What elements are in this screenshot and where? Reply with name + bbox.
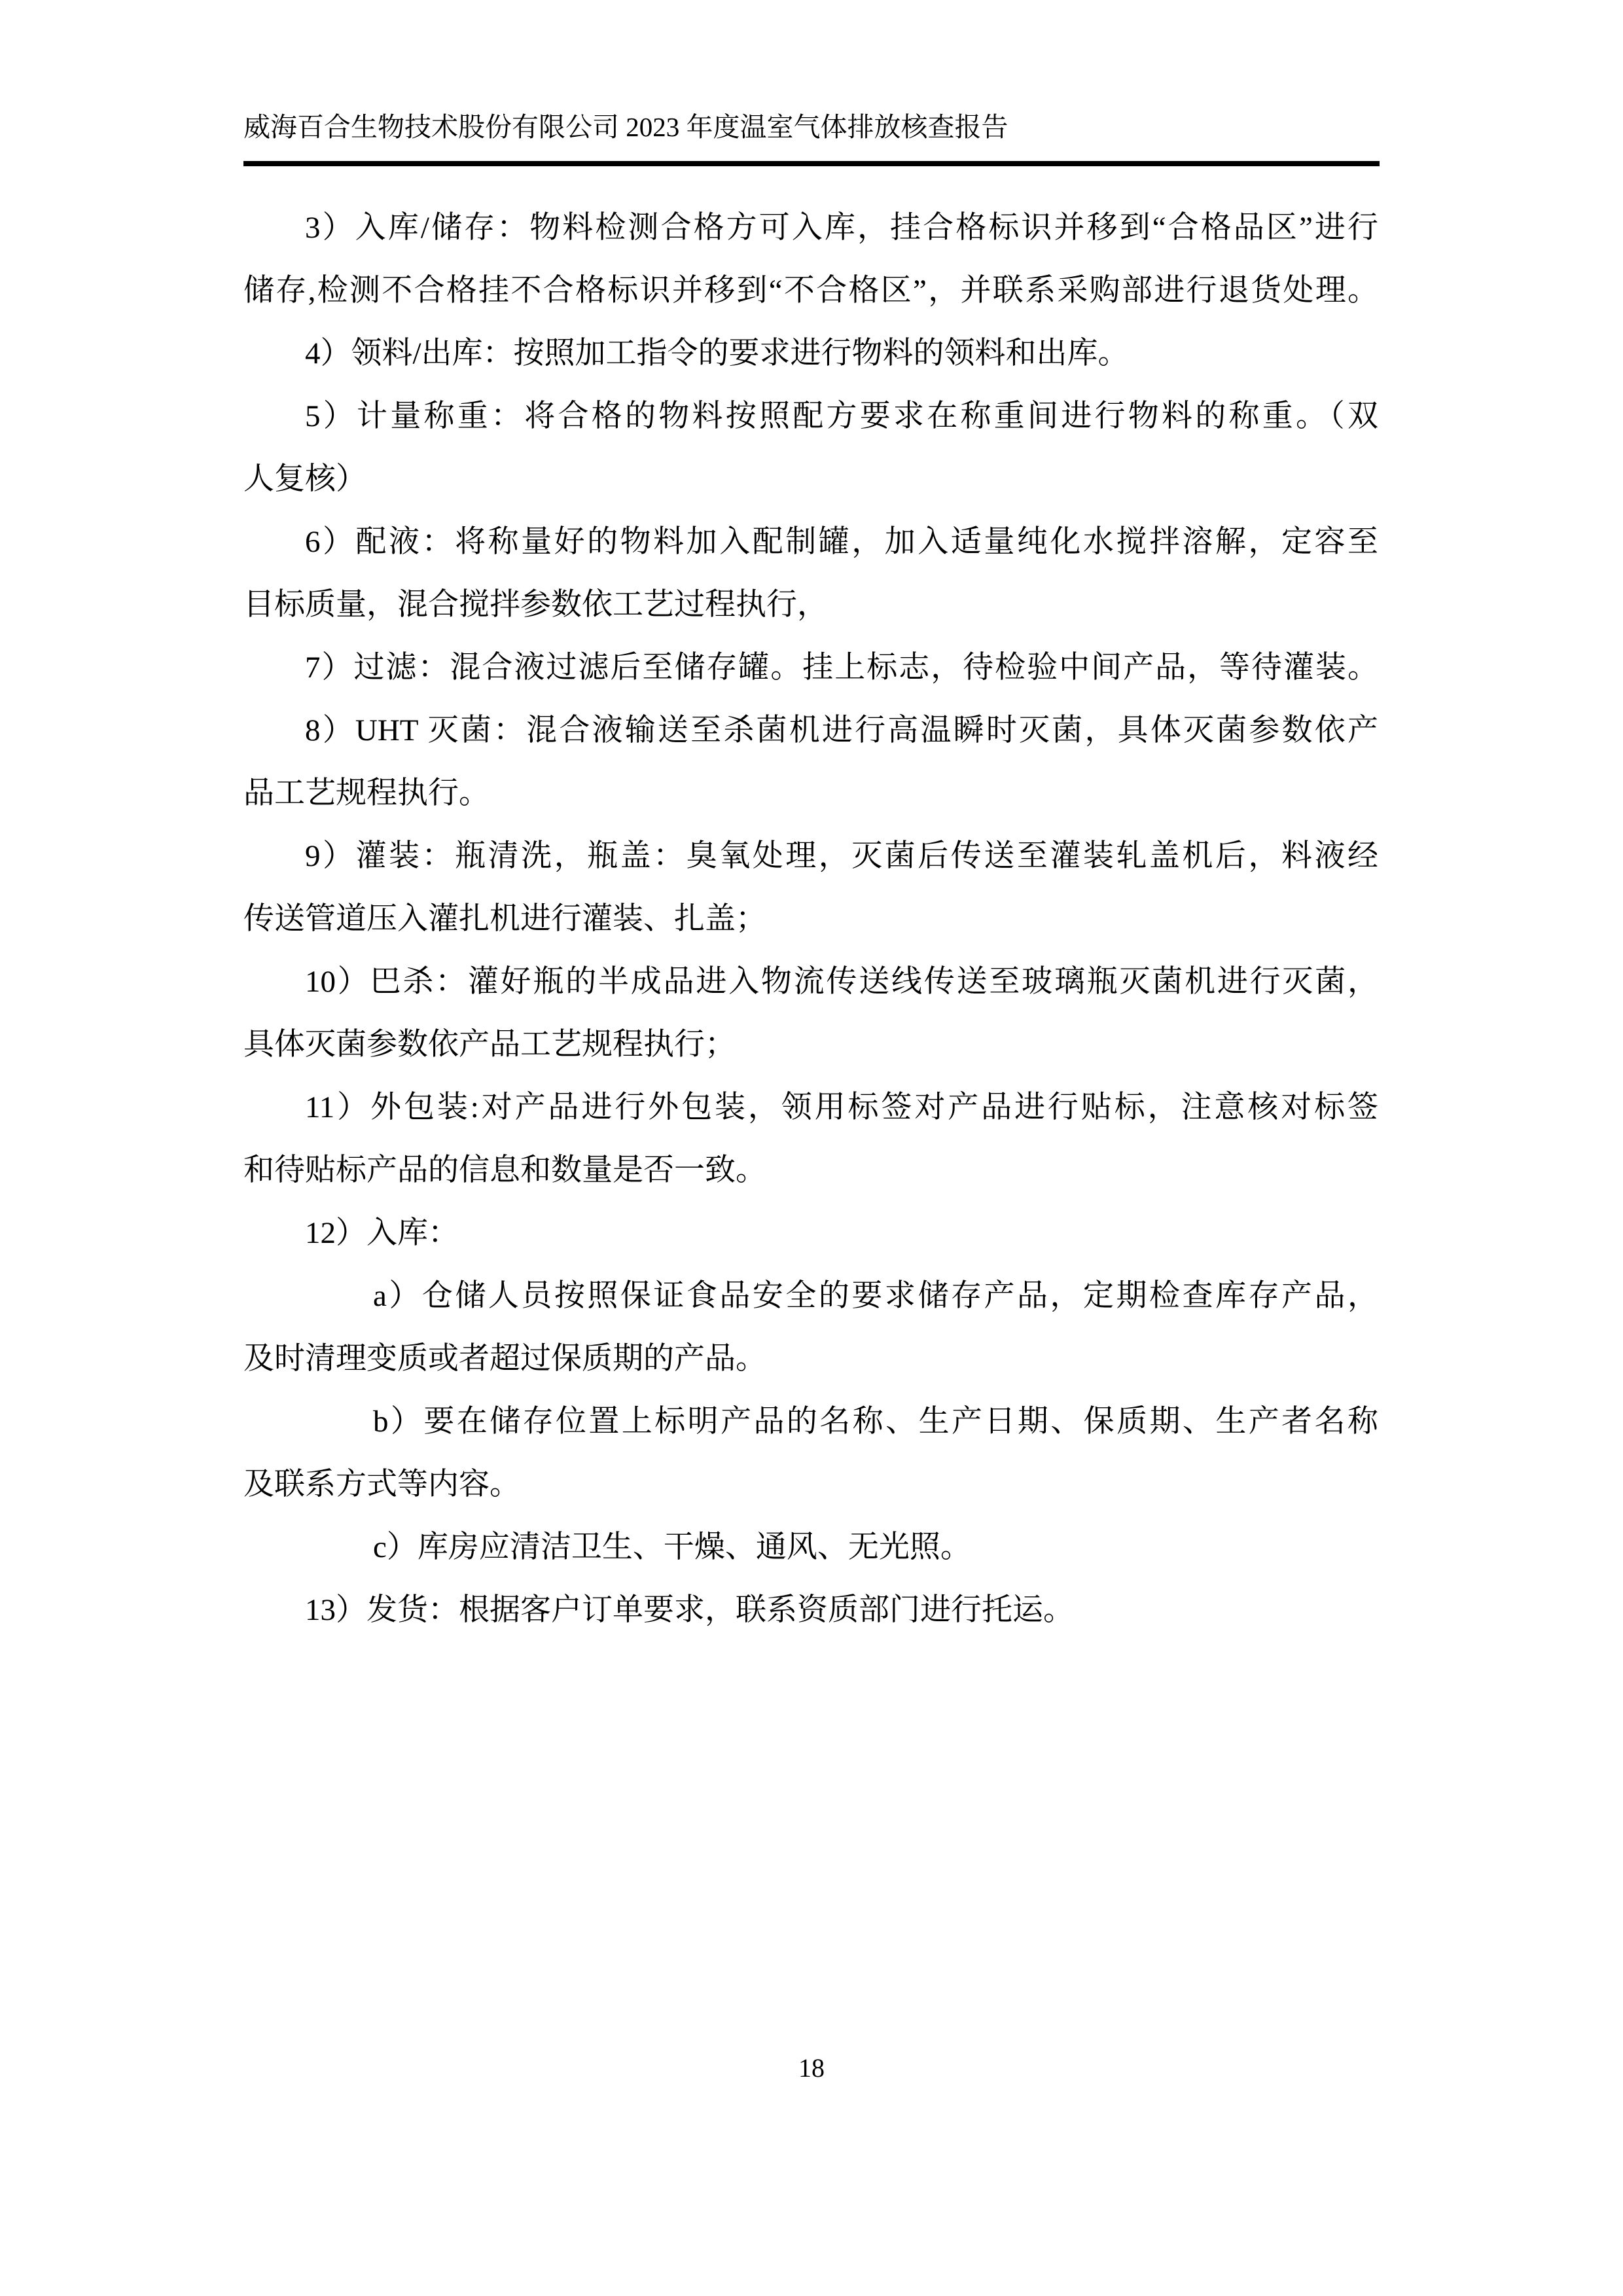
text-line: 储存,检测不合格挂不合格标识并移到“不合格区”，并联系采购部进行退货处理。: [243, 274, 1378, 308]
text-line: 12）入库：: [305, 1216, 459, 1250]
text-line: b）要在储存位置上标明产品的名称、生产日期、保质期、生产者名称: [373, 1405, 1378, 1439]
text-line: a）仓储人员按照保证食品安全的要求储存产品，定期检查库存产品，: [373, 1279, 1378, 1313]
text-line: 具体灭菌参数依产品工艺规程执行；: [243, 1028, 736, 1062]
page-number: 18: [798, 2053, 825, 2083]
header-rule: [243, 161, 1380, 166]
text-line: 6）配液：将称量好的物料加入配制罐，加入适量纯化水搅拌溶解，定容至: [305, 525, 1378, 559]
text-line: 人复核）: [243, 462, 366, 496]
text-line: 13）发货：根据客户订单要求，联系资质部门进行托运。: [305, 1593, 1074, 1627]
page-header-title: 威海百合生物技术股份有限公司 2023 年度温室气体排放核查报告: [243, 112, 1008, 142]
text-line: 及联系方式等内容。: [243, 1467, 520, 1501]
text-line: 及时清理变质或者超过保质期的产品。: [243, 1342, 766, 1376]
text-line: 5）计量称重：将合格的物料按照配方要求在称重间进行物料的称重。（双: [305, 399, 1378, 433]
text-line: c）库房应清洁卫生、干燥、通风、无光照。: [373, 1530, 971, 1564]
text-line: 11）外包装:对产品进行外包装，领用标签对产品进行贴标，注意核对标签: [305, 1090, 1378, 1124]
text-line: 3）入库/储存：物料检测合格方可入库，挂合格标识并移到“合格品区”进行: [305, 211, 1378, 245]
document-body: [243, 196, 1378, 1641]
text-line: 4）领料/出库：按照加工指令的要求进行物料的领料和出库。: [305, 336, 1129, 370]
text-line: 品工艺规程执行。: [243, 776, 490, 810]
text-line: 9）灌装：瓶清洗，瓶盖：臭氧处理，灭菌后传送至灌装轧盖机后，料液经: [305, 839, 1378, 873]
text-line: 7）过滤：混合液过滤后至储存罐。挂上标志，待检验中间产品，等待灌装。: [305, 651, 1378, 685]
text-line: 8）UHT 灭菌：混合液输送至杀菌机进行高温瞬时灭菌，具体灭菌参数依产: [305, 713, 1378, 747]
text-line: 目标质量，混合搅拌参数依工艺过程执行，: [243, 588, 828, 622]
text-line: 传送管道压入灌扎机进行灌装、扎盖；: [243, 902, 766, 936]
text-line: 10）巴杀：灌好瓶的半成品进入物流传送线传送至玻璃瓶灭菌机进行灭菌，: [305, 965, 1378, 999]
text-line: 和待贴标产品的信息和数量是否一致。: [243, 1153, 766, 1187]
